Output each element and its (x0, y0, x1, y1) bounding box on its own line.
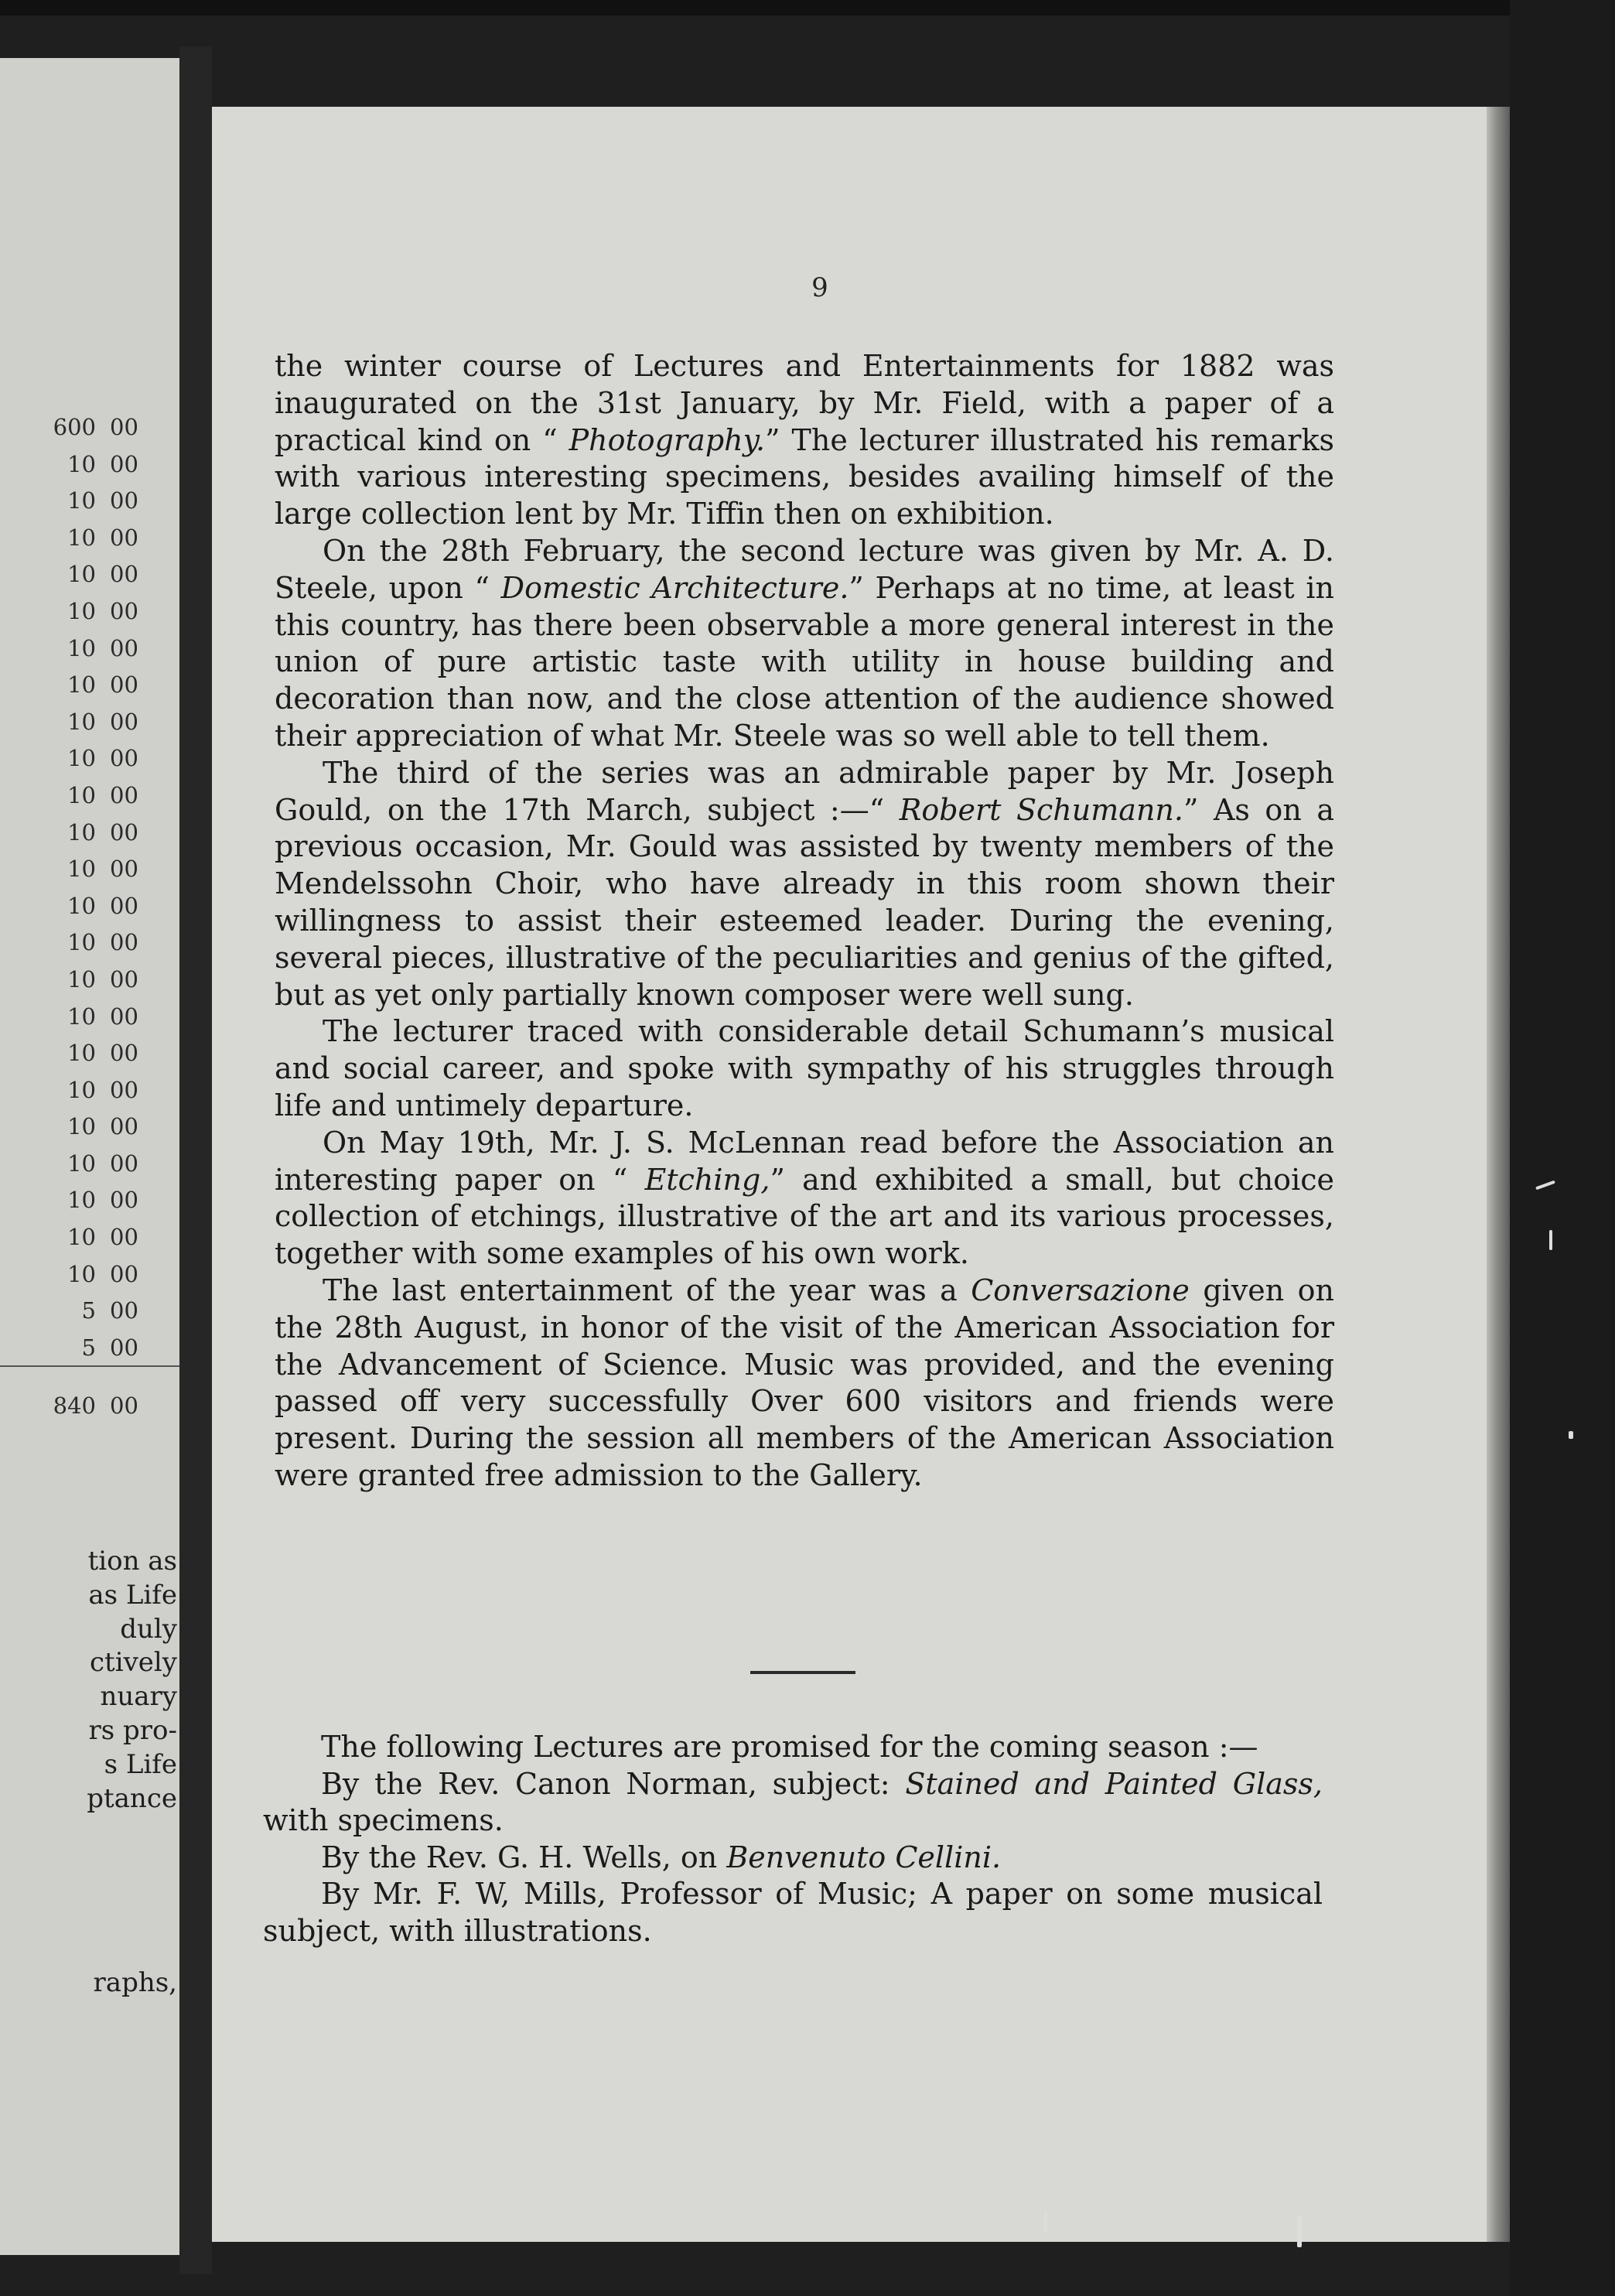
ledger-row (0, 671, 179, 709)
text-run: ” As on a previous occasion, Mr. Gould was assisted by twenty members of the Mendelssohn Choir, who have already in this room shown their willingness to assist their esteemed leader. During the evening, several pieces, illustrative of the peculiarities and genius of the gifted, but as yet only partially known composer were well sung. (275, 792, 1334, 1012)
ledger-amount: 10 (67, 487, 96, 514)
ledger-amount: 10 (67, 1076, 96, 1103)
ledger-row (0, 1187, 179, 1224)
ledger-amount: 5 (81, 1334, 96, 1361)
upcoming-lecture-entry (263, 1729, 1323, 1766)
ledger-row (0, 414, 179, 451)
ledger-row (0, 893, 179, 930)
paragraph (275, 348, 1334, 533)
scan-speck (1569, 1431, 1573, 1439)
ledger-cents: 00 (110, 1297, 138, 1324)
upcoming-lecture-entry (263, 1766, 1323, 1840)
ledger-cents: 00 (110, 487, 138, 514)
ledger-amount: 10 (67, 1113, 96, 1140)
paragraph (275, 1013, 1334, 1124)
ledger-amount: 10 (67, 561, 96, 588)
upcoming-lecture-entry (263, 1840, 1323, 1877)
left-page-text-fragment: raphs, (93, 1967, 177, 1998)
ledger-cents: 00 (110, 634, 138, 661)
scan-speck (1297, 2216, 1302, 2247)
ledger-amount: 10 (67, 856, 96, 883)
italic-title: Etching, (644, 1162, 770, 1197)
ledger-amount: 10 (67, 1040, 96, 1067)
ledger-row (0, 745, 179, 782)
ledger-column (0, 414, 179, 1371)
ledger-amount: 10 (67, 634, 96, 661)
section-divider (750, 1671, 855, 1674)
ledger-row (0, 929, 179, 966)
ledger-row (0, 635, 179, 672)
page-edge (1487, 107, 1510, 2242)
italic-title: Robert Schumann. (899, 792, 1183, 827)
left-page-text-fragment: duly (120, 1613, 177, 1645)
left-page-text-fragment: ctively (90, 1647, 177, 1679)
ledger-cents: 00 (110, 561, 138, 588)
ledger-row (0, 1224, 179, 1261)
ledger-cents: 00 (110, 929, 138, 956)
ledger-row (0, 1297, 179, 1334)
ledger-cents: 00 (110, 965, 138, 993)
ledger-row (0, 856, 179, 893)
ledger-row (0, 451, 179, 488)
upcoming-lectures (263, 1729, 1323, 1950)
paragraph (275, 1273, 1334, 1495)
ledger-amount: 10 (67, 597, 96, 624)
ledger-cents: 00 (110, 597, 138, 624)
ledger-cents: 00 (110, 892, 138, 919)
ledger-cents: 00 (110, 1003, 138, 1030)
text-run: ” and exhibited a small, but choice collection of etchings, illustrative of the art and its various processes, together with some examples of his own work. (275, 1162, 1334, 1271)
ledger-row (0, 1150, 179, 1187)
ledger-cents: 00 (110, 1076, 138, 1103)
ledger-row (0, 561, 179, 598)
ledger-amount: 10 (67, 1260, 96, 1287)
text-run: The lecturer traced with considerable detail Schumann’s musical and social career, and spoke with sympathy of his struggles through life and untimely departure. (275, 1014, 1334, 1122)
ledger-cents: 00 (110, 1187, 138, 1214)
left-page-text-fragments (0, 1545, 179, 1816)
ledger-cents: 00 (110, 1260, 138, 1287)
ledger-amount: 600 (53, 414, 96, 440)
ledger-row (0, 1040, 179, 1077)
left-page-text-fragment: tion as (87, 1546, 177, 1577)
ledger-amount: 10 (67, 708, 96, 735)
ledger-row (0, 1077, 179, 1114)
paragraph (275, 755, 1334, 1014)
text-run: the winter course of Lectures and Entertainments for 1882 was inaugurated on the 31st January, by Mr. Field, with a paper of a practical kind on “ (275, 349, 1334, 457)
paragraph (275, 1125, 1334, 1273)
scan-top-border (0, 0, 1615, 15)
ledger-row (0, 966, 179, 1003)
ledger-cents: 00 (110, 1224, 138, 1251)
italic-title: Stained and Painted Glass, (905, 1766, 1323, 1801)
ledger-row (0, 487, 179, 524)
ledger-total-rule (0, 1365, 179, 1367)
text-run: By the Rev. Canon Norman, subject: (321, 1766, 906, 1801)
left-page (0, 58, 179, 2255)
ledger-row (0, 1003, 179, 1040)
ledger-amount: 10 (67, 892, 96, 919)
ledger-cents: 00 (110, 1150, 138, 1177)
ledger-row (0, 709, 179, 746)
ledger-cents: 00 (110, 1113, 138, 1140)
ledger-amount: 10 (67, 1150, 96, 1177)
lecture-report-body (275, 348, 1334, 1495)
left-page-text-fragment: nuary (100, 1681, 177, 1713)
ledger-row (0, 1113, 179, 1150)
left-page-text-fragment: ptance (87, 1782, 177, 1814)
ledger-total (0, 1392, 179, 1423)
ledger-amount: 10 (67, 671, 96, 699)
ledger-cents: 00 (110, 781, 138, 808)
text-run: On the 28th February, the second lecture was given by Mr. A. D. Steele, upon “ (275, 533, 1334, 605)
ledger-amount: 10 (67, 1187, 96, 1214)
ledger-cents: 00 (110, 856, 138, 883)
text-run: The following Lectures are promised for the coming season :— (321, 1730, 1258, 1764)
italic-title: Conversazione (971, 1273, 1190, 1307)
text-run: ” The lecturer illustrated his remarks with various interesting specimens, besides availing himself of the large collection lent by Mr. Tiffin then on exhibition. (275, 422, 1335, 531)
upcoming-lecture-entry (263, 1876, 1323, 1949)
ledger-cents: 00 (110, 671, 138, 699)
ledger-amount: 10 (67, 450, 96, 477)
ledger-row (0, 782, 179, 819)
text-run: The last entertainment of the year was a (323, 1273, 971, 1307)
ledger-amount: 10 (67, 965, 96, 993)
ledger-amount: 10 (67, 929, 96, 956)
text-run: with specimens. (263, 1803, 504, 1838)
ledger-cents: 00 (110, 745, 138, 772)
ledger-row (0, 524, 179, 562)
left-page-text-fragment: s Life (104, 1748, 177, 1780)
text-run: ” Perhaps at no time, at least in this country, has there been observable a more general interest in the union of pure artistic taste with utility in house building and decoration than now, and the close attention of the audience showed their appreciation of what Mr. Steele was so well able to tell them. (275, 570, 1335, 753)
ledger-amount: 10 (67, 745, 96, 772)
ledger-cents: 00 (110, 1334, 138, 1361)
text-run: The third of the series was an admirable paper by Mr. Joseph Gould, on the 17th March, subject :—“ (275, 755, 1334, 827)
ledger-cents: 00 (110, 818, 138, 846)
ledger-cents: 00 (110, 450, 138, 477)
paragraph (275, 533, 1334, 755)
scan-speck (1044, 2212, 1047, 2233)
book-gutter (179, 46, 212, 2274)
ledger-amount: 10 (67, 524, 96, 551)
ledger-row (0, 1261, 179, 1298)
italic-title: Domestic Architecture. (500, 570, 849, 605)
ledger-cents: 00 (110, 708, 138, 735)
ledger-amount: 10 (67, 818, 96, 846)
ledger-cents: 00 (110, 524, 138, 551)
italic-title: Photography. (568, 422, 766, 457)
text-run: By Mr. F. W, Mills, Professor of Music; A paper on some musical subject, with illustrations. (263, 1877, 1323, 1948)
ledger-amount: 10 (67, 1224, 96, 1251)
scan-speck (1549, 1230, 1552, 1250)
ledger-total-amount: 840 (53, 1392, 96, 1419)
italic-title: Benvenuto Cellini. (726, 1840, 1002, 1874)
ledger-amount: 10 (67, 781, 96, 808)
text-run: given on the 28th August, in honor of the visit of the American Association for the Advancement of Science. Music was provided, and the evening passed off very successfully Over 600 visitors and friends were present. During the session all members of the American Association were granted free admission to the Gallery. (275, 1273, 1335, 1492)
left-page-text-fragment: rs pro- (88, 1714, 177, 1746)
ledger-total-cents: 00 (110, 1392, 138, 1419)
page-number: 9 (811, 272, 828, 303)
ledger-row (0, 819, 179, 856)
ledger-row (0, 598, 179, 635)
ledger-amount: 5 (81, 1297, 96, 1324)
left-page-text-fragment: as Life (88, 1579, 177, 1611)
ledger-cents: 00 (110, 414, 138, 440)
text-run: On May 19th, Mr. J. S. McLennan read before the Association an interesting paper on “ (275, 1125, 1334, 1197)
scan-background (1510, 0, 1615, 2296)
ledger-amount: 10 (67, 1003, 96, 1030)
text-run: By the Rev. G. H. Wells, on (321, 1840, 727, 1874)
ledger-cents: 00 (110, 1040, 138, 1067)
